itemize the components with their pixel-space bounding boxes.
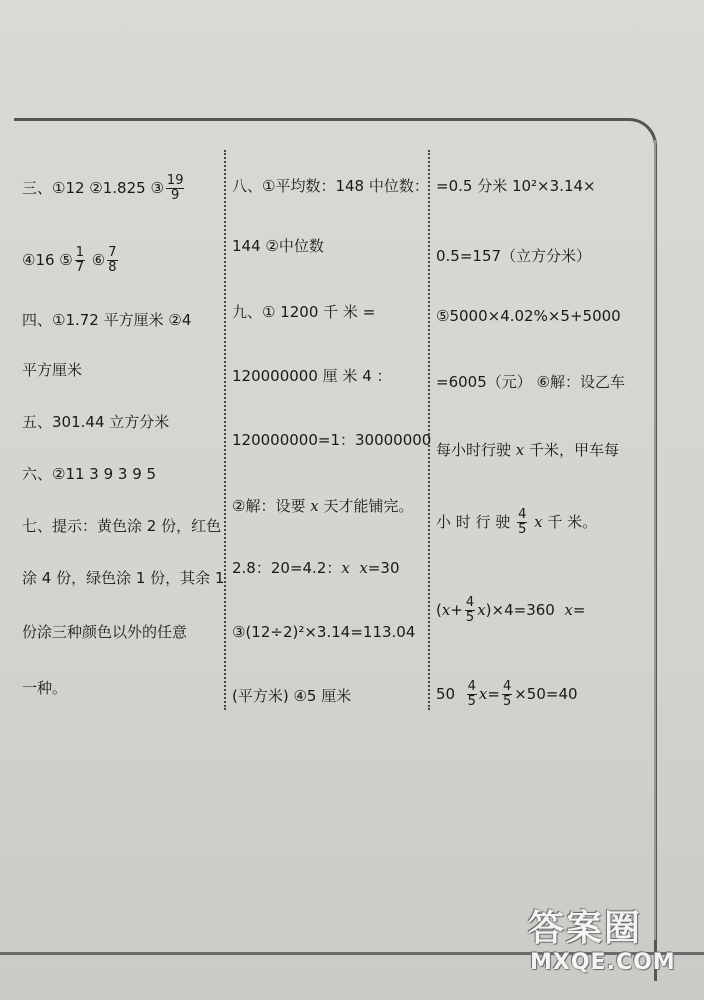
answer-line [232,494,413,518]
variable-x: x [515,441,525,459]
watermark-url-text: MXQE.COM [530,950,676,975]
answer-text: = [487,685,500,703]
fraction-numerator: 4 [467,679,476,694]
answer-line: 120000000 厘 米 4 ： [232,367,392,385]
answer-text: )×4=360 [485,601,565,619]
fraction [502,680,512,709]
answer-line: 一种。 [22,679,68,697]
answer-text: + [450,601,463,619]
answer-line [436,438,619,462]
variable-x: x [359,559,368,577]
answer-line: 四、①1.72 平方厘米 ②4 [22,311,192,329]
answer-line: 份涂三种颜色以外的任意 [22,623,188,641]
answer-line: 120000000=1：30000000 [232,431,432,449]
answer-line: 九、① 1200 千 米 = [232,303,376,321]
answer-text: 天才能铺完。 [318,497,414,515]
answer-text: ④16 ⑤ [22,251,73,269]
answer-text: 千米，甲车每 [524,441,620,459]
answer-line: 八、①平均数：148 中位数： [232,177,429,195]
answer-text: 每小时行驶 [436,441,516,459]
answer-line: ③(12÷2)²×3.14=113.04 [232,623,416,641]
answer-text: 50 [436,685,465,703]
answer-text: = [572,601,586,619]
fraction-numerator: 4 [502,679,512,694]
answer-line [436,680,578,709]
fraction-numerator: 7 [108,245,117,260]
fraction-numerator: 4 [465,595,475,610]
variable-x: x [441,601,451,619]
fraction-denominator: 7 [75,260,85,275]
fraction-denominator: 5 [465,610,475,625]
fraction-denominator: 5 [518,522,527,537]
answer-text: 小 时 行 驶 [436,513,516,531]
fraction [107,246,117,275]
variable-x: x [477,601,486,619]
answer-line: (平方米) ④5 厘米 [232,687,352,705]
answer-line: 0.5=157（立方分米） [436,247,592,265]
answer-text: 千 米。 [542,513,598,531]
column-divider-1 [224,150,226,710]
fraction-denominator: 9 [171,188,180,203]
fraction-numerator: 1 [75,245,85,260]
answer-line: 平方厘米 [22,361,83,379]
variable-x: x [534,513,543,531]
answer-line: =6005（元） ⑥解：设乙车 [436,373,625,391]
answer-line: 五、301.44 立方分米 [22,413,170,431]
answer-line [22,246,120,275]
fraction-numerator: 4 [518,507,527,522]
answer-text: =30 [367,559,400,577]
answer-text: ②解：设要 [232,497,311,515]
fraction-denominator: 5 [502,694,512,709]
answer-text: 三、①12 ②1.825 ③ [22,179,164,197]
watermark-logo-text: 答案圈 [528,908,643,949]
answer-text: ( [436,601,442,619]
fraction [75,246,85,275]
answer-text: ⑥ [87,251,106,269]
fraction [465,596,475,625]
answer-line: 涂 4 份，绿色涂 1 份，其余 1 [22,569,225,587]
answer-line: 六、②11 3 9 3 9 5 [22,465,157,483]
variable-x: x [564,601,573,619]
answer-line [22,174,186,203]
answer-text: 2.8：20=4.2： [232,559,342,577]
answer-text [350,559,360,577]
variable-x: x [310,497,319,515]
fraction [166,174,185,203]
variable-x: x [478,685,488,703]
answer-line: =0.5 分米 10²×3.14× [436,177,596,195]
frame-edge [654,140,656,940]
fraction [467,680,477,709]
answer-line [232,556,400,580]
fraction [517,508,527,537]
answer-line [436,596,585,625]
answer-line: 七、提示：黄色涂 2 份，红色 [22,517,222,535]
fraction-denominator: 8 [108,260,117,275]
variable-x: x [341,559,350,577]
fraction-numerator: 19 [166,173,184,188]
answer-line: 144 ②中位数 [232,237,324,255]
answer-line: ⑤5000×4.02%×5+5000 [436,307,621,325]
answer-text: ×50=40 [514,685,578,703]
watermark-logo [528,900,698,992]
answer-line [436,508,597,537]
fraction-denominator: 5 [467,694,476,709]
